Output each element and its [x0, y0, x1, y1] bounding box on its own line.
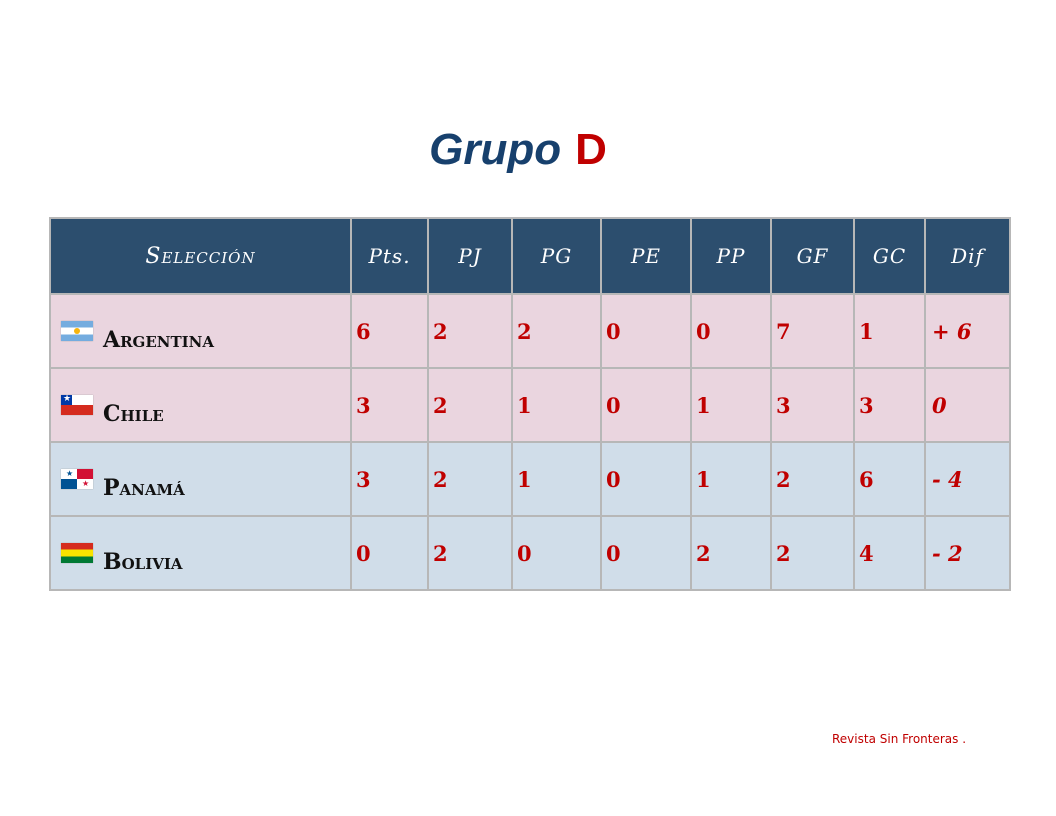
cell-dif: - 4: [925, 442, 1010, 516]
team-name: Bolivia: [103, 549, 183, 575]
standings-table: [49, 217, 1011, 591]
cell-pe: 0: [601, 294, 691, 368]
panama-flag-icon: ★ ★: [61, 469, 93, 489]
cell-pts: 3: [351, 368, 428, 442]
cell-dif: 0: [925, 368, 1010, 442]
table-row-chile: [50, 368, 1010, 442]
team-name: Argentina: [103, 327, 215, 353]
cell-gc: 3: [854, 368, 925, 442]
cell-pg: 1: [512, 442, 601, 516]
cell-pg: 1: [512, 368, 601, 442]
team-cell: [50, 294, 351, 368]
cell-pj: 2: [428, 294, 512, 368]
cell-pj: 2: [428, 516, 512, 590]
team-name: Panamá: [103, 475, 185, 501]
cell-pe: 0: [601, 442, 691, 516]
header-gc: GC: [854, 218, 925, 294]
team-cell: [50, 368, 351, 442]
header-row: [50, 218, 1010, 294]
cell-pp: 0: [691, 294, 771, 368]
team-cell: [50, 516, 351, 590]
bolivia-flag-icon: [61, 543, 93, 563]
cell-pts: 6: [351, 294, 428, 368]
cell-dif: - 2: [925, 516, 1010, 590]
cell-gf: 7: [771, 294, 854, 368]
cell-gc: 4: [854, 516, 925, 590]
cell-gf: 2: [771, 516, 854, 590]
footer-credit: Revista Sin Fronteras .: [832, 732, 967, 746]
table-row-argentina: [50, 294, 1010, 368]
cell-gf: 3: [771, 368, 854, 442]
table-row-bolivia: [50, 516, 1010, 590]
argentina-flag-icon: [61, 321, 93, 341]
cell-pj: 2: [428, 368, 512, 442]
header-pg: PG: [512, 218, 601, 294]
cell-pg: 2: [512, 294, 601, 368]
cell-gc: 6: [854, 442, 925, 516]
team-name: Chile: [103, 401, 164, 427]
cell-pg: 0: [512, 516, 601, 590]
header-pp: PP: [691, 218, 771, 294]
cell-pp: 2: [691, 516, 771, 590]
header-gf: GF: [771, 218, 854, 294]
cell-pe: 0: [601, 368, 691, 442]
title-word: Grupo: [429, 125, 562, 174]
team-cell: [50, 442, 351, 516]
cell-pts: 3: [351, 442, 428, 516]
chile-flag-icon: ★: [61, 395, 93, 415]
header-dif: Dif: [925, 218, 1010, 294]
table-row-panama: [50, 442, 1010, 516]
cell-dif: + 6: [925, 294, 1010, 368]
cell-pe: 0: [601, 516, 691, 590]
cell-gf: 2: [771, 442, 854, 516]
cell-gc: 1: [854, 294, 925, 368]
cell-pj: 2: [428, 442, 512, 516]
header-pj: PJ: [428, 218, 512, 294]
cell-pts: 0: [351, 516, 428, 590]
header-pe: PE: [601, 218, 691, 294]
cell-pp: 1: [691, 442, 771, 516]
title-group-letter: D: [575, 125, 607, 174]
cell-pp: 1: [691, 368, 771, 442]
page-title: [0, 122, 1036, 178]
header-pts: Pts.: [351, 218, 428, 294]
header-seleccion: Selección: [50, 218, 351, 294]
